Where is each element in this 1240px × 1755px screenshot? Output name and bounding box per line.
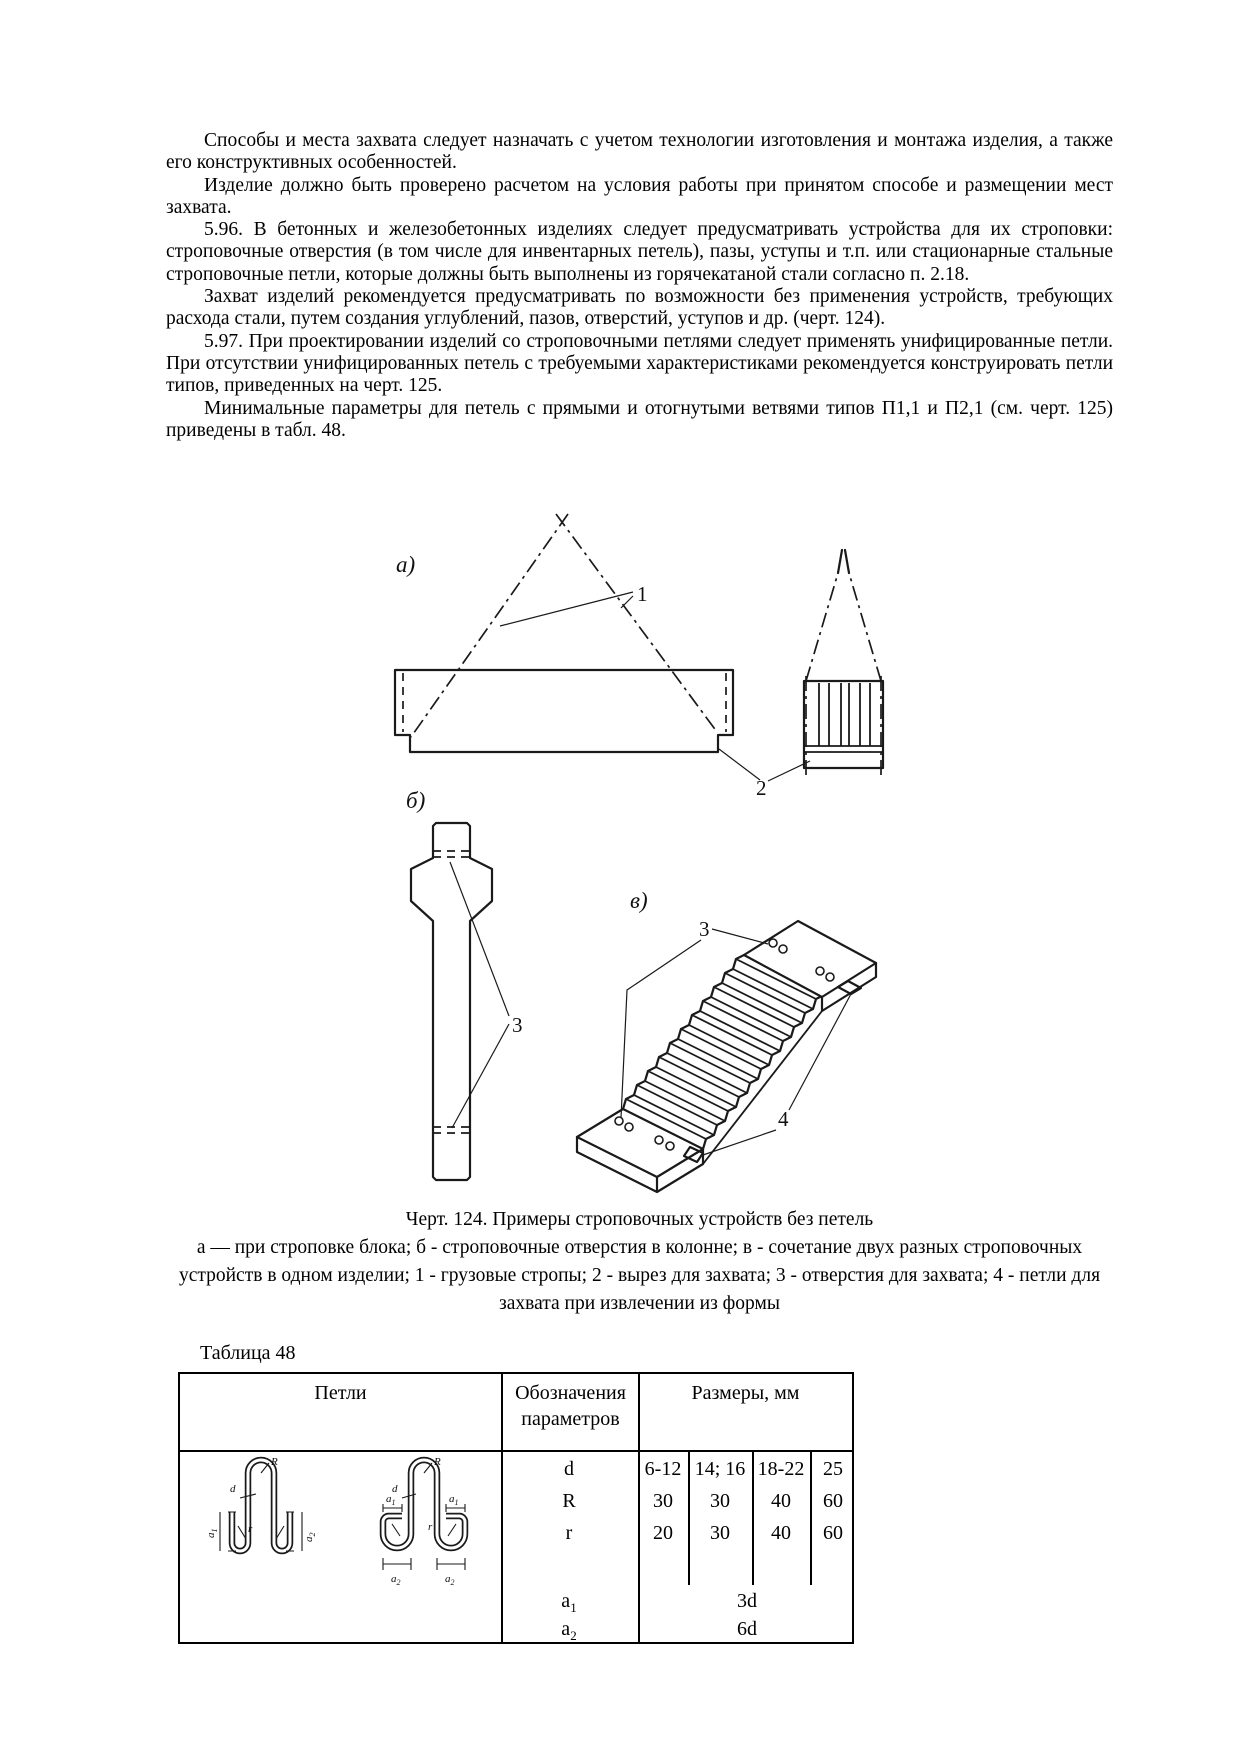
column-upper-hole-dashes: [433, 851, 470, 857]
figure-caption: [166, 1206, 1113, 1318]
param-sub: 2: [570, 1628, 577, 1643]
block-outline: [395, 670, 733, 752]
dim-d-label: d: [230, 1483, 236, 1495]
loop-type-p21: [383, 1456, 465, 1587]
param-label-a2: [561, 1618, 576, 1647]
paragraph: Захват изделий рекомендуется предусматривать по возможности без применения устройств, требующих расхода стали, путем создания углублений, пазов, отверстий, уступов и др. (черт. 124).: [166, 286, 1113, 330]
callout-4: 4: [778, 1107, 789, 1131]
table-subdivider: [810, 1452, 812, 1585]
figure-part-a-label: а): [396, 552, 416, 577]
end-view-outline: [804, 681, 883, 768]
figure-caption-legend: а — при строповке блока; б - строповочные отверстия в колонне; в - сочетание двух разных строповочных устройств в одном изделии; 1 - грузовые стропы; 2 - вырез для захвата; 3 - отверстия для захвата; 4 - петли для захвата при извлечении из формы: [178, 1237, 1101, 1314]
column-lower-hole-dashes: [433, 1127, 470, 1133]
table-cell-a2-value: 6d: [737, 1618, 757, 1640]
table-cell: 30: [653, 1490, 673, 1512]
figure-124: [0, 470, 1240, 1210]
sling-line: [806, 573, 838, 681]
column-header-loops: Петли: [314, 1382, 367, 1404]
param-sub: 1: [570, 1600, 577, 1615]
table-cell: 30: [710, 1490, 730, 1512]
table-cell: 14; 16: [694, 1458, 746, 1480]
paragraph: Способы и места захвата следует назначать с учетом технологии изготовления и монтажа изделия, а также его конструктивных особенностей.: [166, 130, 1113, 174]
table-cell: 60: [823, 1490, 843, 1512]
dim-R-label: R: [434, 1456, 441, 1468]
dim-r-label: r: [248, 1523, 253, 1535]
leader-line: [719, 749, 760, 780]
figure-a-drawing: [395, 514, 883, 800]
param-label-R: R: [562, 1490, 576, 1512]
loop-type-p11: [205, 1456, 317, 1551]
leader-line: [500, 592, 633, 626]
sling-line-right: [556, 514, 717, 732]
param-label-a1: [561, 1590, 576, 1619]
leader-line: [712, 929, 768, 944]
figure-b-drawing: [406, 788, 523, 1180]
table-cell: 40: [771, 1522, 791, 1544]
figure-caption-title: Черт. 124. Примеры строповочных устройств без петель: [405, 1209, 874, 1230]
param-label-r: r: [565, 1522, 573, 1544]
dim-a2-label: $a_2$: [303, 1532, 317, 1542]
loops-drawing: [184, 1452, 496, 1642]
table-subdivider: [688, 1452, 690, 1585]
dim-a2-label: $a_2$: [445, 1573, 455, 1587]
table-cell: 60: [823, 1522, 843, 1544]
paragraph: 5.97. При проектировании изделий со строповочными петлями следует применять унифицированные петли. При отсутствии унифицированных петель с требуемыми характеристиками рекомендуется конструировать петли типов, приведенных на черт. 125.: [166, 330, 1113, 397]
leader-line: [621, 596, 633, 608]
body-text: [166, 130, 1113, 442]
paragraph: Минимальные параметры для петель с прямыми и отогнутыми ветвями типов П1,1 и П2,1 (см. черт. 125) приведены в табл. 48.: [166, 397, 1113, 441]
leader-line: [768, 761, 810, 781]
callout-1: 1: [637, 582, 648, 606]
column-header-params-line1: Обозначения: [515, 1382, 626, 1404]
paragraph: 5.96. В бетонных и железобетонных изделиях следует предусматривать устройства для их строповки: строповочные отверстия (в том числе для инвентарных петель), пазы, уступы и т.п. или стационарные стальные строповочные петли, которые должны быть выполнены из горячекатаной стали согласно п. 2.18.: [166, 219, 1113, 285]
figure-v-drawing: [577, 888, 876, 1192]
dim-d-label: d: [392, 1483, 398, 1495]
table-label: Таблица 48: [200, 1342, 296, 1364]
dim-a1-label: $a_1$: [205, 1528, 219, 1538]
stairs-far-edge: [703, 995, 824, 1149]
dim-a1-label: $a_1$: [386, 1493, 396, 1507]
callout-2: 2: [756, 776, 767, 800]
table-cell: 18-22: [757, 1458, 805, 1480]
sling-tip: [845, 550, 849, 573]
figure-part-b-label: б): [406, 788, 426, 813]
dim-a2-label: $a_2$: [391, 1573, 401, 1587]
table-cell: 40: [771, 1490, 791, 1512]
dim-r-label: r: [428, 1521, 433, 1533]
table-subdivider: [752, 1452, 754, 1585]
column-header-params-line2: параметров: [521, 1408, 620, 1430]
leader-line: [450, 862, 509, 1016]
column-header-params: [503, 1374, 638, 1432]
sling-line-left: [411, 514, 568, 737]
param-base: a: [561, 1618, 571, 1640]
paragraph: Изделие должно быть проверено расчетом на условия работы при принятом способе и размещении мест захвата.: [166, 174, 1113, 218]
dim-a1-label: $a_1$: [449, 1493, 459, 1507]
dim-R-label: R: [271, 1456, 278, 1468]
table-cell: 20: [653, 1522, 673, 1544]
end-view-grooves: [819, 683, 870, 746]
table-divider: [638, 1374, 640, 1642]
table-48: [178, 1372, 854, 1644]
table-cell-a1-value: 3d: [737, 1590, 757, 1612]
callout-3: 3: [699, 917, 710, 941]
sling-line: [849, 573, 881, 681]
callout-3: 3: [512, 1013, 523, 1037]
sling-tip: [838, 550, 842, 573]
table-cell: 25: [823, 1458, 843, 1480]
param-label-d: d: [564, 1458, 574, 1480]
leader-line: [452, 1024, 509, 1128]
table-cell: 30: [710, 1522, 730, 1544]
figure-part-v-label: в): [630, 888, 648, 913]
table-cell: 6-12: [644, 1458, 682, 1480]
column-header-sizes: Размеры, мм: [691, 1382, 800, 1404]
param-base: a: [561, 1590, 571, 1612]
